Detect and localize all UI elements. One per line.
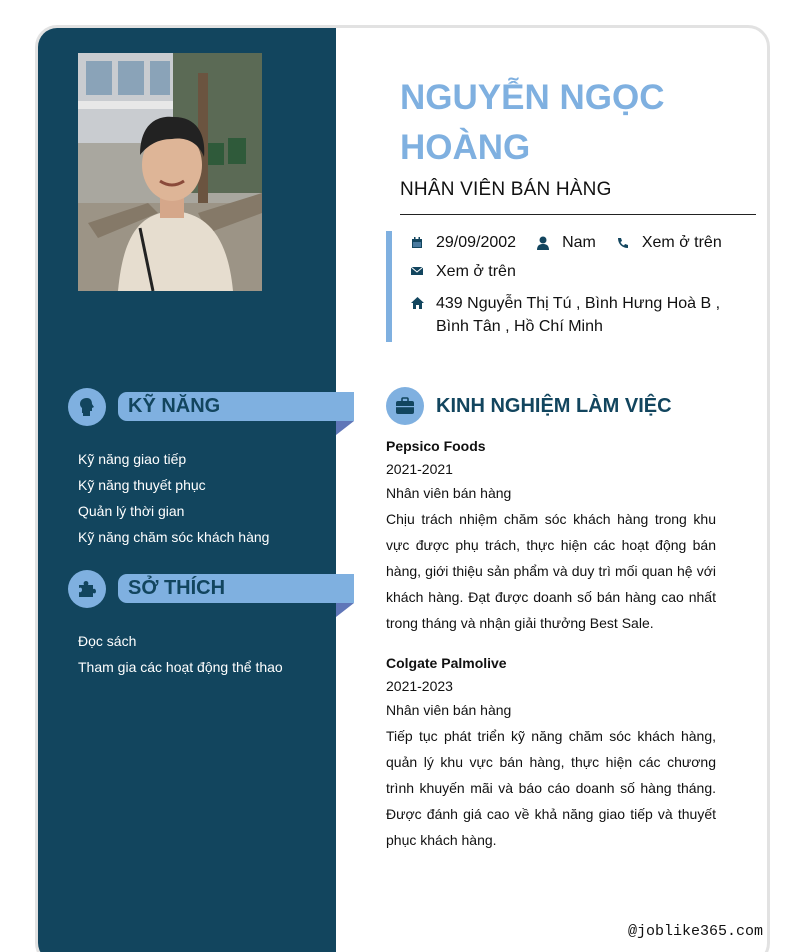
hobbies-header xyxy=(68,570,354,610)
home-icon xyxy=(410,295,424,311)
phone-item xyxy=(616,234,722,252)
job-entry-1 xyxy=(386,435,716,636)
cv-card xyxy=(35,25,770,952)
job-description: Tiếp tục phát triển kỹ năng chăm sóc khách hàng, quản lý khu vực bán hàng, thực hiện các chương trình khuyến mãi và báo cáo doanh số hàng tháng. Được đánh giá cao về khả năng giao tiếp và thuyết phục khách hàng. xyxy=(386,728,716,848)
job-period: 2021-2021 xyxy=(386,461,453,477)
list-item: Kỹ năng thuyết phục xyxy=(78,477,206,493)
experience-header xyxy=(386,386,672,426)
list-item: Kỹ năng giao tiếp xyxy=(78,451,187,467)
job-entry-2 xyxy=(386,652,716,853)
email-value: Xem ở trên xyxy=(436,263,516,280)
candidate-name xyxy=(400,73,730,173)
birthday-value: 29/09/2002 xyxy=(436,234,517,251)
phone-value: Xem ở trên xyxy=(641,234,722,251)
list-item: Tham gia các hoạt động thể thao xyxy=(78,659,283,675)
address-value: 439 Nguyễn Thị Tú , Bình Hưng Hoà B , Bình Tân , Hồ Chí Minh xyxy=(436,295,721,335)
job-period: 2021-2023 xyxy=(386,678,453,694)
skills-header xyxy=(68,388,354,428)
brain-icon xyxy=(68,388,106,426)
sidebar xyxy=(38,28,336,952)
contact-accent-bar xyxy=(386,231,392,342)
ribbon-fold xyxy=(336,421,354,435)
job-title: NHÂN VIÊN BÁN HÀNG xyxy=(400,179,612,200)
envelope-icon xyxy=(410,263,424,279)
gender-item xyxy=(536,234,596,252)
name-line-2: HOÀNG xyxy=(400,128,531,167)
divider xyxy=(400,214,756,215)
ribbon-fold xyxy=(336,603,354,617)
job-role: Nhân viên bán hàng xyxy=(386,485,512,501)
company-name: Colgate Palmolive xyxy=(386,655,507,671)
profile-photo xyxy=(78,53,262,291)
skills-list xyxy=(78,450,269,554)
list-item: Quản lý thời gian xyxy=(78,503,185,519)
list-item: Đọc sách xyxy=(78,633,137,649)
contact-row-1 xyxy=(410,234,742,252)
name-line-1: NGUYỄN NGỌC xyxy=(400,78,665,117)
skills-title: KỸ NĂNG xyxy=(118,392,354,421)
company-name: Pepsico Foods xyxy=(386,438,486,454)
gender-value: Nam xyxy=(562,234,596,251)
birthday-item xyxy=(410,234,516,252)
hobbies-title: SỞ THÍCH xyxy=(118,574,354,603)
job-role: Nhân viên bán hàng xyxy=(386,702,512,718)
user-icon xyxy=(536,235,550,251)
job-description: Chịu trách nhiệm chăm sóc khách hàng trong khu vực được phụ trách, thực hiện các hoạt động bán hàng, giới thiệu sản phẩm và duy trì mối quan hệ với khách hàng. Đạt được doanh số bán hàng cao nhất trong tháng và nhận giải thưởng Best Sale. xyxy=(386,511,716,631)
contact-row-3 xyxy=(410,292,750,338)
calendar-icon xyxy=(410,235,424,251)
puzzle-icon xyxy=(68,570,106,608)
briefcase-icon xyxy=(386,387,424,425)
experience-title: KINH NGHIỆM LÀM VIỆC xyxy=(436,394,672,417)
list-item: Kỹ năng chăm sóc khách hàng xyxy=(78,529,270,545)
watermark: @joblike365.com xyxy=(628,923,764,940)
hobbies-list xyxy=(78,632,283,684)
phone-icon xyxy=(616,235,630,251)
contact-row-2 xyxy=(410,263,516,281)
